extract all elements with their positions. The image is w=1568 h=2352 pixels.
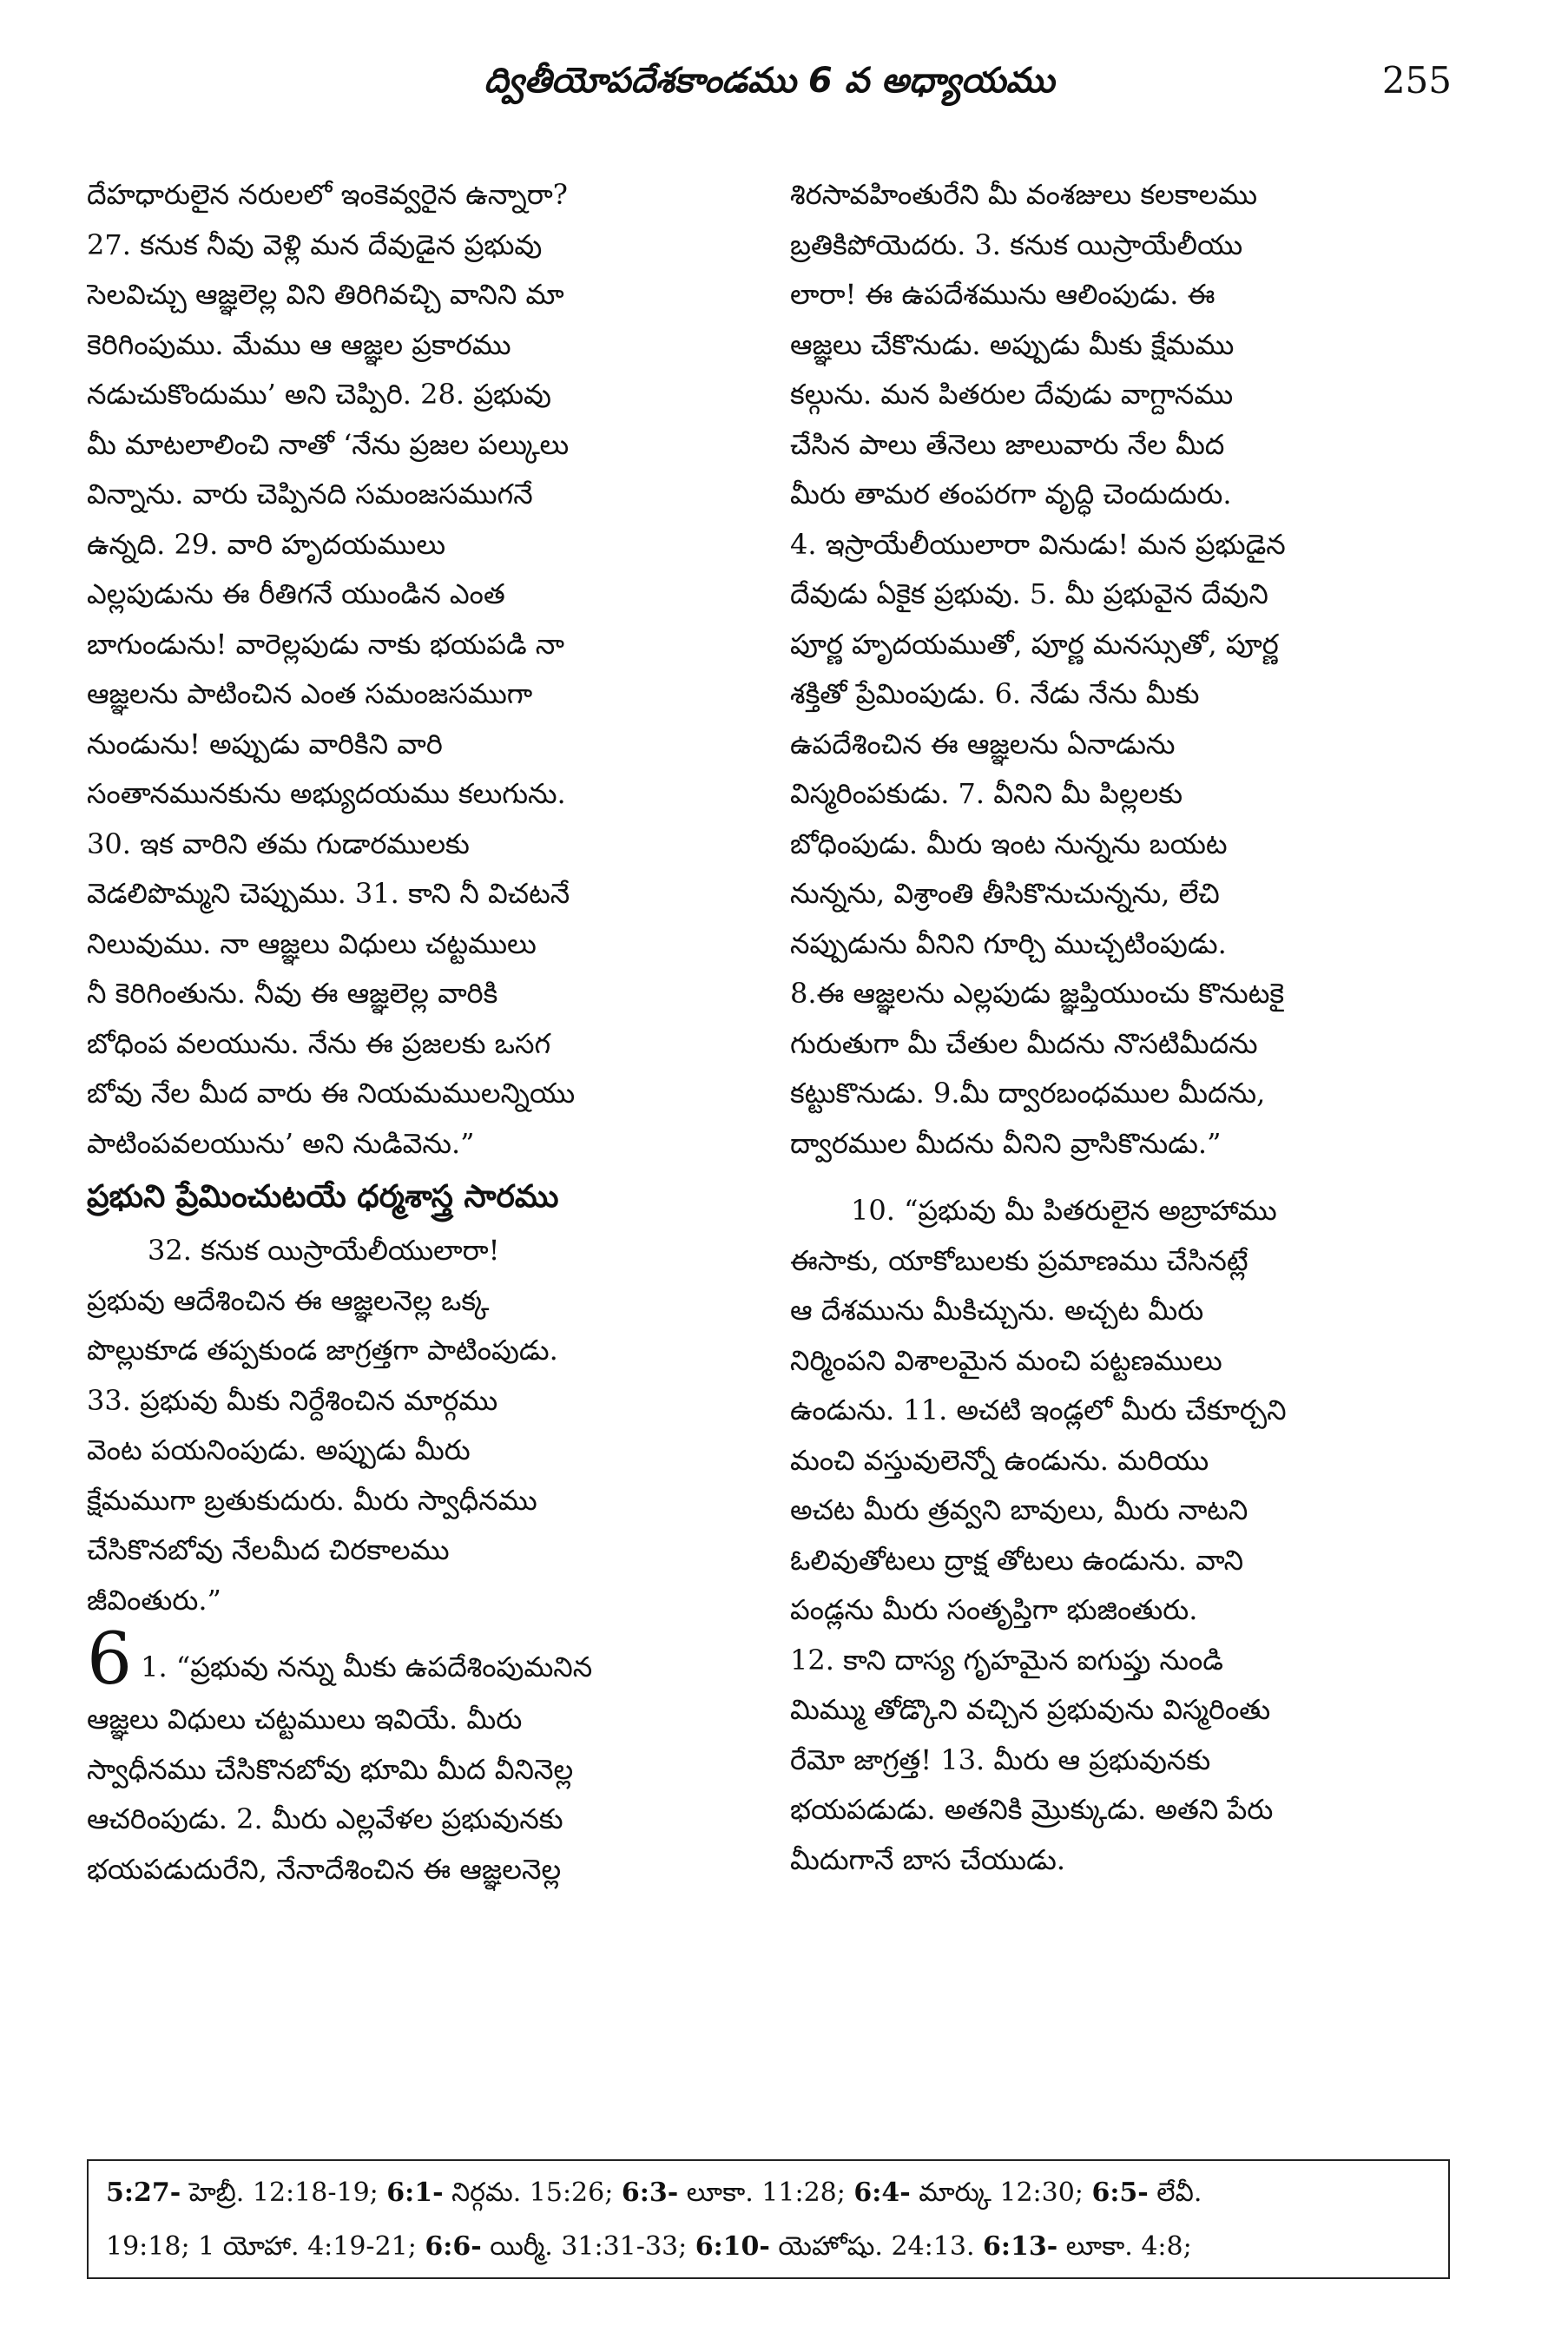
- text-line: దేవుడు ఏకైక ప్రభువు. 5. మీ ప్రభువైన దేవుని: [790, 577, 1268, 610]
- text-line: 4. ఇస్రాయేలీయులారా వినుడు! మన ప్రభుడైన: [790, 527, 1286, 561]
- text-line: సంతానమునకును అభ్యుదయము కలుగును.: [87, 777, 566, 810]
- right-text-block-a: [790, 170, 1459, 1169]
- text-line: ద్వారముల మీదను వీనిని వ్రాసికొనుడు.”: [790, 1126, 1222, 1160]
- text-line: ఆజ్ఞలను పాటించిన ఎంత సమంజసముగా: [87, 677, 533, 710]
- section-heading: ప్రభుని ప్రేమించుటయే ధర్మశాస్త్ర సారము: [87, 1179, 559, 1215]
- chapter-first-line: 1. “ప్రభువు నన్ను మీకు ఉపదేశింపుమనిన: [141, 1650, 593, 1683]
- footnote-line-2: [106, 2220, 1431, 2274]
- text-line: శిరసావహింతురేని మీ వంశజులు కలకాలము: [790, 178, 1258, 211]
- text-line: గురుతుగా మీ చేతుల మీదను నొసటిమీదను: [790, 1026, 1258, 1060]
- text-line: బోధింపుడు. మీరు ఇంట నున్నను బయట: [790, 827, 1228, 860]
- text-line: మంచి వస్తువులెన్నో ఉండును. మరియు: [790, 1443, 1209, 1477]
- text-line: చేసికొనబోవు నేలమీద చిరకాలము: [87, 1533, 450, 1566]
- text-line: నున్నను, విశ్రాంతి తీసికొనుచున్నను, లేచి: [790, 877, 1220, 910]
- left-text-block-c: [87, 1695, 755, 1894]
- text-line: 32. కనుక యిస్రాయేలీయులారా!: [148, 1234, 500, 1267]
- footnote-text: లూకా. 4:8;: [1057, 2231, 1192, 2262]
- text-line: ఎల్లపుడును ఈ రీతిగనే యుండిన ఎంత: [87, 577, 505, 610]
- text-line: మీ మాటలాలించి నాతో ‘నేను ప్రజల పల్కులు: [87, 427, 570, 461]
- text-line: 30. ఇక వారిని తమ గుడారములకు: [87, 827, 470, 860]
- right-text-block-b: [790, 1186, 1459, 1885]
- text-line: శక్తితో ప్రేమింపుడు. 6. నేడు నేను మీకు: [790, 677, 1200, 710]
- running-title: ద్వితీయోపదేశకాండము 6 వ అధ్యాయము: [484, 61, 1055, 101]
- footnote-ref: 6:1-: [386, 2177, 444, 2208]
- footnote-ref: 6:10-: [695, 2231, 770, 2262]
- text-line: జీవింతురు.”: [87, 1583, 221, 1617]
- footnote-ref: 6:4-: [853, 2177, 911, 2208]
- text-line: పొల్లుకూడ తప్పకుండ జాగ్రత్తగా పాటింపుడు.: [87, 1334, 558, 1367]
- footnote-ref: 6:6-: [425, 2231, 482, 2262]
- paragraph-gap: [790, 1169, 1459, 1186]
- text-line: వెడలిపొమ్మని చెప్పుము. 31. కాని నీ విచటనే: [87, 877, 570, 910]
- footnote-box: [87, 2159, 1450, 2279]
- left-text-block-a: [87, 170, 755, 1169]
- text-line: కల్గును. మన పితరుల దేవుడు వాగ్దానము: [790, 378, 1234, 411]
- text-line: ప్రభువు ఆదేశించిన ఈ ఆజ్ఞలనెల్ల ఒక్క: [87, 1283, 490, 1317]
- text-line: నిలువుము. నా ఆజ్ఞలు విధులు చట్టములు: [87, 926, 537, 960]
- text-line: 12. కాని దాస్య గృహమైన ఐగుప్తు నుండి: [790, 1643, 1223, 1677]
- footnote-text: మార్కు 12:30;: [910, 2177, 1092, 2208]
- text-line: మీదుగానే బాస చేయుడు.: [790, 1842, 1066, 1876]
- text-line: 27. కనుక నీవు వెళ్లి మన దేవుడైన ప్రభువు: [87, 227, 543, 261]
- text-line: కట్టుకొనుడు. 9.మీ ద్వారబంధముల మీదను,: [790, 1077, 1266, 1110]
- text-line: 10. “ప్రభువు మీ పితరులైన అబ్రాహాము: [851, 1194, 1277, 1227]
- text-line: బాగుండును! వారెల్లపుడు నాకు భయపడి నా: [87, 627, 565, 661]
- footnote-ref: 6:3-: [621, 2177, 679, 2208]
- footnote-text: హెబ్రీ. 12:18-19;: [181, 2177, 387, 2208]
- text-line: కెరిగింపుము. మేము ఆ ఆజ్ఞల ప్రకారము: [87, 327, 511, 361]
- chapter-number: 6: [87, 1625, 133, 1695]
- footnote-ref: 5:27-: [106, 2177, 181, 2208]
- text-line: 33. ప్రభువు మీకు నిర్దేశించిన మార్గము: [87, 1383, 498, 1417]
- text-line: 8.ఈ ఆజ్ఞలను ఎల్లపుడు జ్ఞప్తియుంచు కొనుటకై: [790, 977, 1285, 1010]
- footnote-text: యెహోషు. 24:13.: [769, 2231, 984, 2262]
- text-line: మీరు తామర తంపరగా వృద్ధి చెందుదురు.: [790, 478, 1232, 511]
- text-line: దేహధారులైన నరులలో ఇంకెవ్వరైన ఉన్నారా?: [87, 178, 568, 211]
- text-line: బ్రతికిపోయెదరు. 3. కనుక యిస్రాయేలీయు: [790, 227, 1243, 261]
- text-line: నిర్మింపని విశాలమైన మంచి పట్టణములు: [790, 1343, 1222, 1377]
- text-line: పాటింపవలయును’ అని నుడివెను.”: [87, 1126, 475, 1160]
- text-line: చేసిన పాలు తేనెలు జాలువారు నేల మీద: [790, 427, 1225, 461]
- text-line: సెలవిచ్చు ఆజ్ఞలెల్ల విని తిరిగివచ్చి వానిని మా: [87, 278, 564, 311]
- text-line: నుండును! అప్పుడు వారికిని వారి: [87, 727, 443, 761]
- text-line: లారా! ఈ ఉపదేశమును ఆలింపుడు. ఈ: [790, 278, 1216, 311]
- text-line: ఉన్నది. 29. వారి హృదయములు: [87, 527, 446, 561]
- text-line: వెంట పయనింపుడు. అప్పుడు మీరు: [87, 1433, 471, 1466]
- text-line: ఈసాకు, యాకోబులకు ప్రమాణము చేసినట్లే: [790, 1243, 1248, 1277]
- page-header: [87, 50, 1452, 111]
- text-line: విన్నాను. వారు చెప్పినది సమంజసముగనే: [87, 478, 533, 511]
- text-line: పూర్ణ హృదయముతో, పూర్ణ మనస్సుతో, పూర్ణ: [790, 627, 1279, 661]
- text-line: విస్మరింపకుడు. 7. వీనిని మీ పిల్లలకు: [790, 777, 1183, 810]
- text-line: నీ కెరిగింతును. నీవు ఈ ఆజ్ఞలెల్ల వారికి: [87, 977, 498, 1010]
- footnote-text: 19:18; 1 యోహా. 4:19-21;: [106, 2231, 425, 2262]
- text-line: ఆ దేశమును మీకిచ్చును. అచ్చట మీరు: [790, 1294, 1204, 1327]
- left-text-block-b: [87, 1226, 755, 1625]
- footnote-text: యిర్మీ. 31:31-33;: [481, 2231, 695, 2262]
- footnote-text: లూకా. 11:28;: [678, 2177, 854, 2208]
- text-line: అచట మీరు త్రవ్వని బావులు, మీరు నాటని: [790, 1493, 1248, 1526]
- page-number: 255: [1381, 59, 1452, 102]
- footnote-ref: 6:13-: [983, 2231, 1058, 2262]
- text-line: బోవు నేల మీద వారు ఈ నియమములన్నియు: [87, 1077, 576, 1110]
- text-line: నడుచుకొందుము’ అని చెప్పిరి. 28. ప్రభువు: [87, 378, 551, 411]
- text-line: పండ్లను మీరు సంతృప్తిగా భుజింతురు.: [790, 1593, 1198, 1626]
- text-line: ఆచరింపుడు. 2. మీరు ఎల్లవేళల ప్రభువునకు: [87, 1802, 563, 1835]
- footnote-line-1: [106, 2166, 1431, 2220]
- text-line: ఓలివుతోటలు ద్రాక్ష తోటలు ఉండును. వాని: [790, 1543, 1244, 1577]
- footnote-text: నిర్గమ. 15:26;: [443, 2177, 622, 2208]
- text-line: మిమ్ము తోడ్కొని వచ్చిన ప్రభువును విస్మరింతు: [790, 1693, 1271, 1726]
- text-line: ఉపదేశించిన ఈ ఆజ్ఞలను ఏనాడును: [790, 727, 1176, 761]
- left-column: [87, 170, 755, 1894]
- text-line: క్షేమముగా బ్రతుకుదురు. మీరు స్వాధీనము: [87, 1483, 537, 1517]
- text-line: ఆజ్ఞలు చేకొనుడు. అప్పుడు మీకు క్షేమము: [790, 327, 1235, 361]
- footnote-ref: 6:5-: [1091, 2177, 1149, 2208]
- text-line: భయపడుడు. అతనికి మ్రొక్కుడు. అతని పేరు: [790, 1793, 1274, 1826]
- text-line: ఉండును. 11. అచటి ఇండ్లలో మీరు చేకూర్చని: [790, 1393, 1287, 1426]
- chapter-start: [87, 1625, 755, 1695]
- text-line: నప్పుడును వీనిని గూర్చి ముచ్చటింపుడు.: [790, 926, 1227, 960]
- text-line: స్వాధీనము చేసికొనబోవు భూమి మీద వీనినెల్ల: [87, 1752, 574, 1786]
- text-line: భయపడుదురేని, నేనాదేశించిన ఈ ఆజ్ఞలనెల్ల: [87, 1852, 562, 1886]
- right-column: [790, 170, 1459, 1885]
- text-line: రేమో జాగ్రత్త! 13. మీరు ఆ ప్రభువునకు: [790, 1743, 1211, 1776]
- text-line: ఆజ్ఞలు విధులు చట్టములు ఇవియే. మీరు: [87, 1703, 523, 1736]
- text-line: బోధింప వలయును. నేను ఈ ప్రజలకు ఒసగ: [87, 1026, 551, 1060]
- footnote-text: లేవీ.: [1148, 2177, 1202, 2208]
